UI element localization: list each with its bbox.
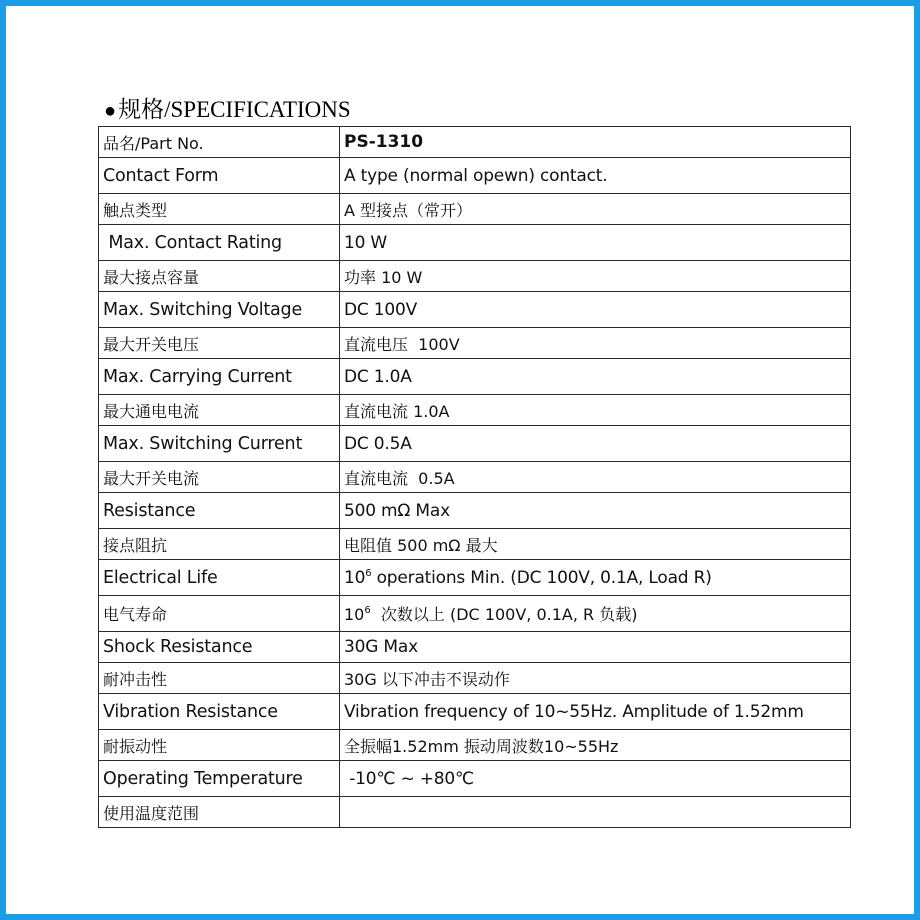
table-row bbox=[99, 225, 851, 261]
table-row bbox=[99, 292, 851, 328]
spec-value: 30G Max bbox=[340, 632, 851, 663]
spec-value: 全振幅1.52mm 振动周波数10~55Hz bbox=[340, 730, 851, 761]
spec-value: 500 mΩ Max bbox=[340, 493, 851, 529]
spec-label: Max. Switching Current bbox=[99, 426, 340, 462]
spec-label: Operating Temperature bbox=[99, 761, 340, 797]
spec-label: 使用温度范围 bbox=[99, 797, 340, 828]
specifications-table bbox=[98, 126, 851, 828]
table-row bbox=[99, 761, 851, 797]
value-exponent: 6 bbox=[364, 605, 371, 616]
spec-value: A type (normal opewn) contact. bbox=[340, 158, 851, 194]
spec-label: 耐振动性 bbox=[99, 730, 340, 761]
spec-value: 10 W bbox=[340, 225, 851, 261]
spec-value: A 型接点（常开） bbox=[340, 194, 851, 225]
table-row bbox=[99, 493, 851, 529]
value-text: operations Min. (DC 100V, 0.1A, Load R) bbox=[371, 567, 712, 588]
spec-label: Max. Contact Rating bbox=[99, 225, 340, 261]
heading-text: 规格/SPECIFICATIONS bbox=[118, 97, 351, 122]
spec-value bbox=[340, 596, 851, 632]
spec-value: -10℃ ~ +80℃ bbox=[340, 761, 851, 797]
table-row bbox=[99, 596, 851, 632]
spec-label: 品名/Part No. bbox=[99, 127, 340, 158]
table-row bbox=[99, 632, 851, 663]
spec-label: Shock Resistance bbox=[99, 632, 340, 663]
table-row bbox=[99, 730, 851, 761]
spec-value: DC 100V bbox=[340, 292, 851, 328]
spec-label: 接点阻抗 bbox=[99, 529, 340, 560]
value-text: 次数以上 (DC 100V, 0.1A, R 负载) bbox=[370, 605, 638, 624]
table-row bbox=[99, 797, 851, 828]
table-row bbox=[99, 194, 851, 225]
table-row bbox=[99, 395, 851, 426]
value-base: 10 bbox=[344, 605, 365, 624]
spec-label: Electrical Life bbox=[99, 560, 340, 596]
spec-value: DC 1.0A bbox=[340, 359, 851, 395]
spec-value: 直流电流 1.0A bbox=[340, 395, 851, 426]
spec-label: 最大通电电流 bbox=[99, 395, 340, 426]
table-row bbox=[99, 529, 851, 560]
table-row bbox=[99, 426, 851, 462]
spec-value: 直流电流 0.5A bbox=[340, 462, 851, 493]
spec-value: 直流电压 100V bbox=[340, 328, 851, 359]
spec-label: 电气寿命 bbox=[99, 596, 340, 632]
spec-label: 触点类型 bbox=[99, 194, 340, 225]
table-row bbox=[99, 663, 851, 694]
table-row bbox=[99, 694, 851, 730]
spec-value: Vibration frequency of 10~55Hz. Amplitude of 1.52mm bbox=[340, 694, 851, 730]
table-row bbox=[99, 359, 851, 395]
spec-value bbox=[340, 560, 851, 596]
spec-label: 耐冲击性 bbox=[99, 663, 340, 694]
value-base: 10 bbox=[344, 567, 366, 588]
spec-value: 电阻值 500 mΩ 最大 bbox=[340, 529, 851, 560]
table-row bbox=[99, 261, 851, 292]
spec-value: 功率 10 W bbox=[340, 261, 851, 292]
table-row bbox=[99, 328, 851, 359]
spec-value bbox=[340, 797, 851, 828]
value-exponent: 6 bbox=[365, 567, 372, 579]
table-row bbox=[99, 560, 851, 596]
spec-label: Vibration Resistance bbox=[99, 694, 340, 730]
spec-label: 最大接点容量 bbox=[99, 261, 340, 292]
spec-label: Max. Carrying Current bbox=[99, 359, 340, 395]
spec-label: 最大开关电流 bbox=[99, 462, 340, 493]
section-heading bbox=[104, 96, 351, 125]
table-row bbox=[99, 127, 851, 158]
spec-value: DC 0.5A bbox=[340, 426, 851, 462]
spec-value: PS-1310 bbox=[340, 127, 851, 158]
table-row bbox=[99, 462, 851, 493]
spec-value: 30G 以下冲击不误动作 bbox=[340, 663, 851, 694]
spec-label: Resistance bbox=[99, 493, 340, 529]
spec-label: Max. Switching Voltage bbox=[99, 292, 340, 328]
spec-label: 最大开关电压 bbox=[99, 328, 340, 359]
table-row bbox=[99, 158, 851, 194]
bullet-icon: ● bbox=[104, 100, 117, 122]
spec-label: Contact Form bbox=[99, 158, 340, 194]
